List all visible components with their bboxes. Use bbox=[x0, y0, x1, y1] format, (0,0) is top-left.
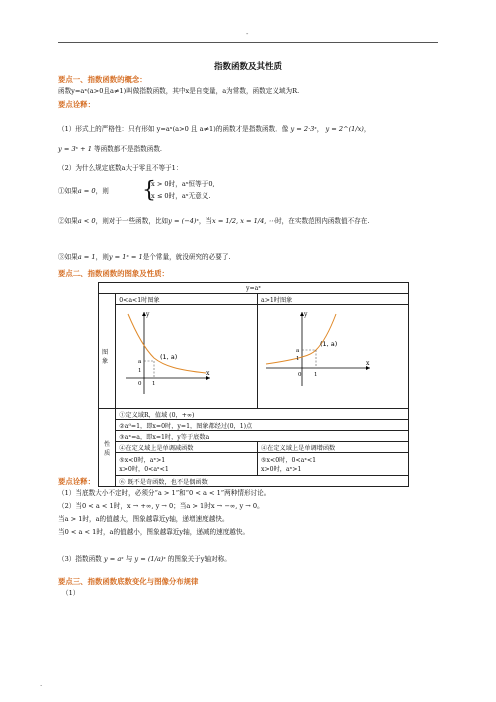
case2-equation: y = (−4)ˣ bbox=[168, 217, 199, 225]
case2-values: x = 1/2, x = 1/4, ⋯ bbox=[212, 217, 276, 225]
tip5-eq1: y = aˣ bbox=[103, 555, 124, 563]
case1-line1: x > 0时，aˣ恒等于0, bbox=[151, 180, 215, 188]
case1-prefix: ①如果 bbox=[58, 187, 78, 195]
section-heading-3: 要点三、指数函数底数变化与图像分布规律 bbox=[58, 577, 199, 586]
case2-body: ，则对于一些函数，比如 bbox=[95, 217, 169, 225]
section-heading-1: 要点一、指数函数的概念： bbox=[58, 75, 147, 84]
tip-3: 当a > 1时，a的值越大，图象越靠近y轴，递增速度越快。 bbox=[58, 515, 229, 523]
case2-prefix: ②如果 bbox=[58, 217, 78, 225]
header-mark: - bbox=[246, 30, 249, 38]
case3-body: ，则 bbox=[95, 253, 109, 261]
note1-lead: （1）形式上的严格性：只有形如 y=aˣ(a>0 且 a≠1)的函数才是指数函数．像 bbox=[58, 125, 289, 133]
note1-text: （1）形式上的严格性：只有形如 y=aˣ(a>0 且 a≠1)的函数才是指数函数．像 y = 2·3ˣ， y = 2^(1/x)， bbox=[58, 125, 371, 133]
y-label: y bbox=[146, 310, 150, 318]
col-right-label: a>1时图象 bbox=[258, 294, 409, 305]
tip5-lead: （3）指数函数 bbox=[58, 555, 102, 563]
tip-2: （2）当0 < a < 1时，x → +∞, y → 0；当a > 1时x → −∞, y → 0。 bbox=[58, 502, 264, 510]
row-graph-label: 图象 bbox=[99, 305, 116, 409]
graph-decreasing bbox=[116, 306, 256, 406]
table-header-row bbox=[99, 283, 409, 294]
case2-text bbox=[58, 217, 370, 226]
prop-5-left bbox=[116, 453, 258, 476]
y-label: y bbox=[304, 310, 308, 318]
prop-row-3 bbox=[99, 431, 409, 442]
point-label: (1, a) bbox=[320, 339, 338, 348]
one-y-label: 1 bbox=[138, 367, 142, 374]
tip5-end: 的图象关于y轴对称。 bbox=[167, 555, 231, 563]
prop-6: ⑥ 既不是奇函数，也不是偶函数 bbox=[116, 476, 409, 487]
case1-condition: a = 0 bbox=[77, 187, 96, 195]
case3-equation: y = 1ˣ = 1 bbox=[108, 253, 143, 261]
prop-row-6 bbox=[99, 476, 409, 487]
prop-5-left-line2: x>0时，0<aˣ<1 bbox=[119, 466, 169, 473]
row-props-label: 性质 bbox=[99, 409, 116, 487]
one-x-label: 1 bbox=[152, 380, 156, 387]
prop-row-4 bbox=[99, 442, 409, 453]
blank-cell bbox=[99, 294, 116, 305]
tip-4: 当0 < a < 1时，a的值越小，图象越靠近y轴，递减的速度越快。 bbox=[58, 528, 250, 536]
origin-label: 0 bbox=[138, 380, 142, 387]
one-y-label: 1 bbox=[296, 355, 300, 362]
prop-1: ①定义域R，值域 (0，+∞) bbox=[116, 409, 409, 420]
properties-table bbox=[98, 282, 409, 487]
prop-row-1 bbox=[99, 409, 409, 420]
graph-right-cell bbox=[258, 305, 409, 409]
note1-eq3: y = 3ˣ + 1 bbox=[58, 145, 92, 153]
case1-brace: { bbox=[142, 178, 156, 203]
tip-1: （1）当底数大小不定时，必须分“a > 1”和“0 < a < 1”两种情形讨论。 bbox=[58, 489, 271, 497]
x-label: x bbox=[206, 369, 210, 377]
notes-heading-2: 要点诠释： bbox=[58, 477, 95, 486]
case3-end: 是个常量，就没研究的必要了. bbox=[142, 253, 231, 261]
point3-item: （1） bbox=[62, 589, 80, 597]
case1-text bbox=[58, 187, 109, 196]
case3-text bbox=[58, 253, 231, 262]
note1-eq2: y = 2^(1/x) bbox=[325, 125, 364, 133]
x-label: x bbox=[366, 359, 370, 367]
case2-end: 时，在实数范围内函数值不存在. bbox=[275, 217, 370, 225]
table-head: y=aˣ bbox=[99, 283, 409, 294]
graph-increasing bbox=[258, 306, 408, 406]
header-rule bbox=[58, 42, 438, 43]
footer-mark: . bbox=[40, 680, 43, 688]
section-heading-2: 要点二、指数函数的图象及性质： bbox=[58, 269, 169, 278]
case3-prefix: ③如果 bbox=[58, 253, 78, 261]
one-x-label: 1 bbox=[314, 371, 318, 378]
case1-line2: x ≤ 0时，aˣ无意义. bbox=[151, 192, 211, 200]
graph-left-cell bbox=[116, 305, 258, 409]
origin-label: 0 bbox=[298, 371, 302, 378]
case3-condition: a = 1 bbox=[77, 253, 96, 261]
table-cols-row bbox=[99, 294, 409, 305]
tip-5 bbox=[58, 555, 231, 564]
prop-5-right bbox=[258, 453, 409, 476]
page-title: 指数函数及其性质 bbox=[213, 62, 282, 72]
prop-row-5 bbox=[99, 453, 409, 476]
case1-then: ，则 bbox=[95, 187, 109, 195]
prop-4-left: ④在定义域上是单调减函数 bbox=[116, 442, 258, 453]
tip5-mid: 与 bbox=[125, 555, 133, 563]
case2-when: ，当 bbox=[198, 217, 212, 225]
definition-text: 函数y=aˣ(a>0且a≠1)叫做指数函数，其中x是自变量，a为常数，函数定义域为R. bbox=[58, 87, 300, 95]
prop-2: ②a⁰=1，即x=0时，y=1，图象都经过(0，1)点 bbox=[116, 420, 409, 431]
prop-5-right-line1: ⑤x<0时，0<aˣ<1 bbox=[261, 457, 317, 464]
prop-5-left-line1: ⑤x<0时，aˣ>1 bbox=[119, 457, 166, 464]
col-left-label: 0<a<1时图象 bbox=[116, 294, 258, 305]
case2-condition: a < 0 bbox=[77, 217, 96, 225]
prop-3: ③aˣ=a，即x=1时，y等于底数a bbox=[116, 431, 409, 442]
a-label: a bbox=[138, 358, 142, 365]
note1-continuation bbox=[58, 145, 162, 154]
increasing-curve bbox=[266, 314, 336, 364]
note1-eq1: y = 2·3ˣ bbox=[290, 125, 317, 133]
a-label: a bbox=[296, 347, 300, 354]
note1-tail: 等函数都不是指数函数. bbox=[94, 145, 163, 153]
tip5-eq2: y = (1/a)ˣ bbox=[134, 555, 166, 563]
note2-text: （2）为什么规定底数a大于零且不等于1： bbox=[58, 164, 183, 172]
graph-row bbox=[99, 305, 409, 409]
prop-5-right-line2: x>0时，aˣ>1 bbox=[261, 466, 302, 473]
prop-4-right: ④在定义域上是单调增函数 bbox=[258, 442, 409, 453]
point-label: (1, a) bbox=[160, 352, 178, 361]
notes-heading-1: 要点诠释： bbox=[58, 100, 95, 109]
prop-row-2 bbox=[99, 420, 409, 431]
